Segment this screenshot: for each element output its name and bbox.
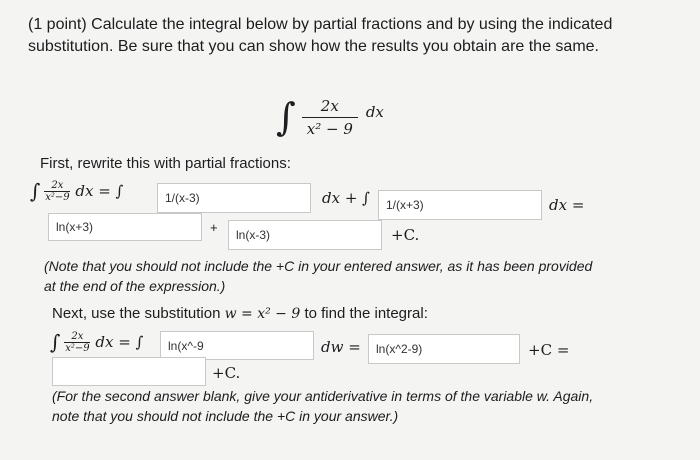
part2-dw-eq: dw =	[321, 338, 361, 356]
part1-lhs-numerator: 2x	[51, 179, 64, 191]
part1-answer-2[interactable]: 1/(x+3)	[378, 190, 542, 220]
part2-answer-1[interactable]: ln(x^-9	[160, 331, 314, 360]
part2-lhs-numerator: 2x	[71, 330, 84, 342]
part2-heading	[52, 305, 428, 322]
integral-sign-icon: ∫	[276, 95, 296, 139]
part2-answer-2[interactable]: ln(x^2-9)	[368, 334, 520, 364]
main-fraction	[302, 97, 358, 138]
part2-plus-c-eq: +C =	[528, 341, 570, 359]
part1-answer-4[interactable]: ln(x-3)	[228, 220, 382, 250]
part1-plus-c: +C.	[391, 226, 420, 244]
part1-dx-eq-int: dx = ∫	[75, 182, 124, 200]
part2-heading-b: to find the integral:	[300, 305, 428, 322]
part1-lhs-denominator: x²−9	[45, 191, 70, 203]
main-dx: dx	[365, 103, 384, 121]
part2-plus-c: +C.	[212, 364, 241, 382]
main-integral	[276, 92, 384, 142]
part2-lhs	[50, 327, 143, 357]
part2-note: (For the second answer blank, give your antiderivative in terms of the variable w. Again, note that you should not include the +C in your answer.)	[52, 388, 594, 424]
part2-substitution: w = x² − 9	[224, 306, 301, 322]
main-denominator: x² − 9	[302, 117, 358, 138]
part1-answer-3[interactable]: ln(x+3)	[48, 213, 202, 241]
part1-answer-1[interactable]: 1/(x-3)	[157, 183, 311, 213]
problem-statement: (1 point) Calculate the integral below by partial fractions and by using the indicated substitution. Be sure that you can show how the results you obtain are the same.	[28, 16, 613, 55]
part1-note: (Note that you should not include the +C in your entered answer, as it has been provided at the end of the expression.)	[44, 258, 593, 294]
part2-dx-eq-int: dx = ∫	[95, 333, 144, 351]
part2-answer-3[interactable]	[52, 357, 206, 386]
part1-fraction	[44, 180, 70, 203]
part2-lhs-denominator: x²−9	[65, 342, 90, 354]
part2-integral-icon: ∫	[50, 330, 61, 354]
part1-lhs	[30, 176, 123, 206]
part1-dx-plus-int: dx + ∫	[322, 189, 370, 207]
part2-fraction	[64, 331, 90, 354]
main-numerator: 2x	[320, 96, 339, 115]
part1-plus: +	[210, 220, 218, 235]
part1-heading: First, rewrite this with partial fractions:	[40, 155, 291, 172]
part2-heading-a: Next, use the substitution	[52, 305, 225, 322]
part1-integral-icon: ∫	[30, 179, 41, 203]
part1-dx-eq: dx =	[549, 196, 585, 214]
